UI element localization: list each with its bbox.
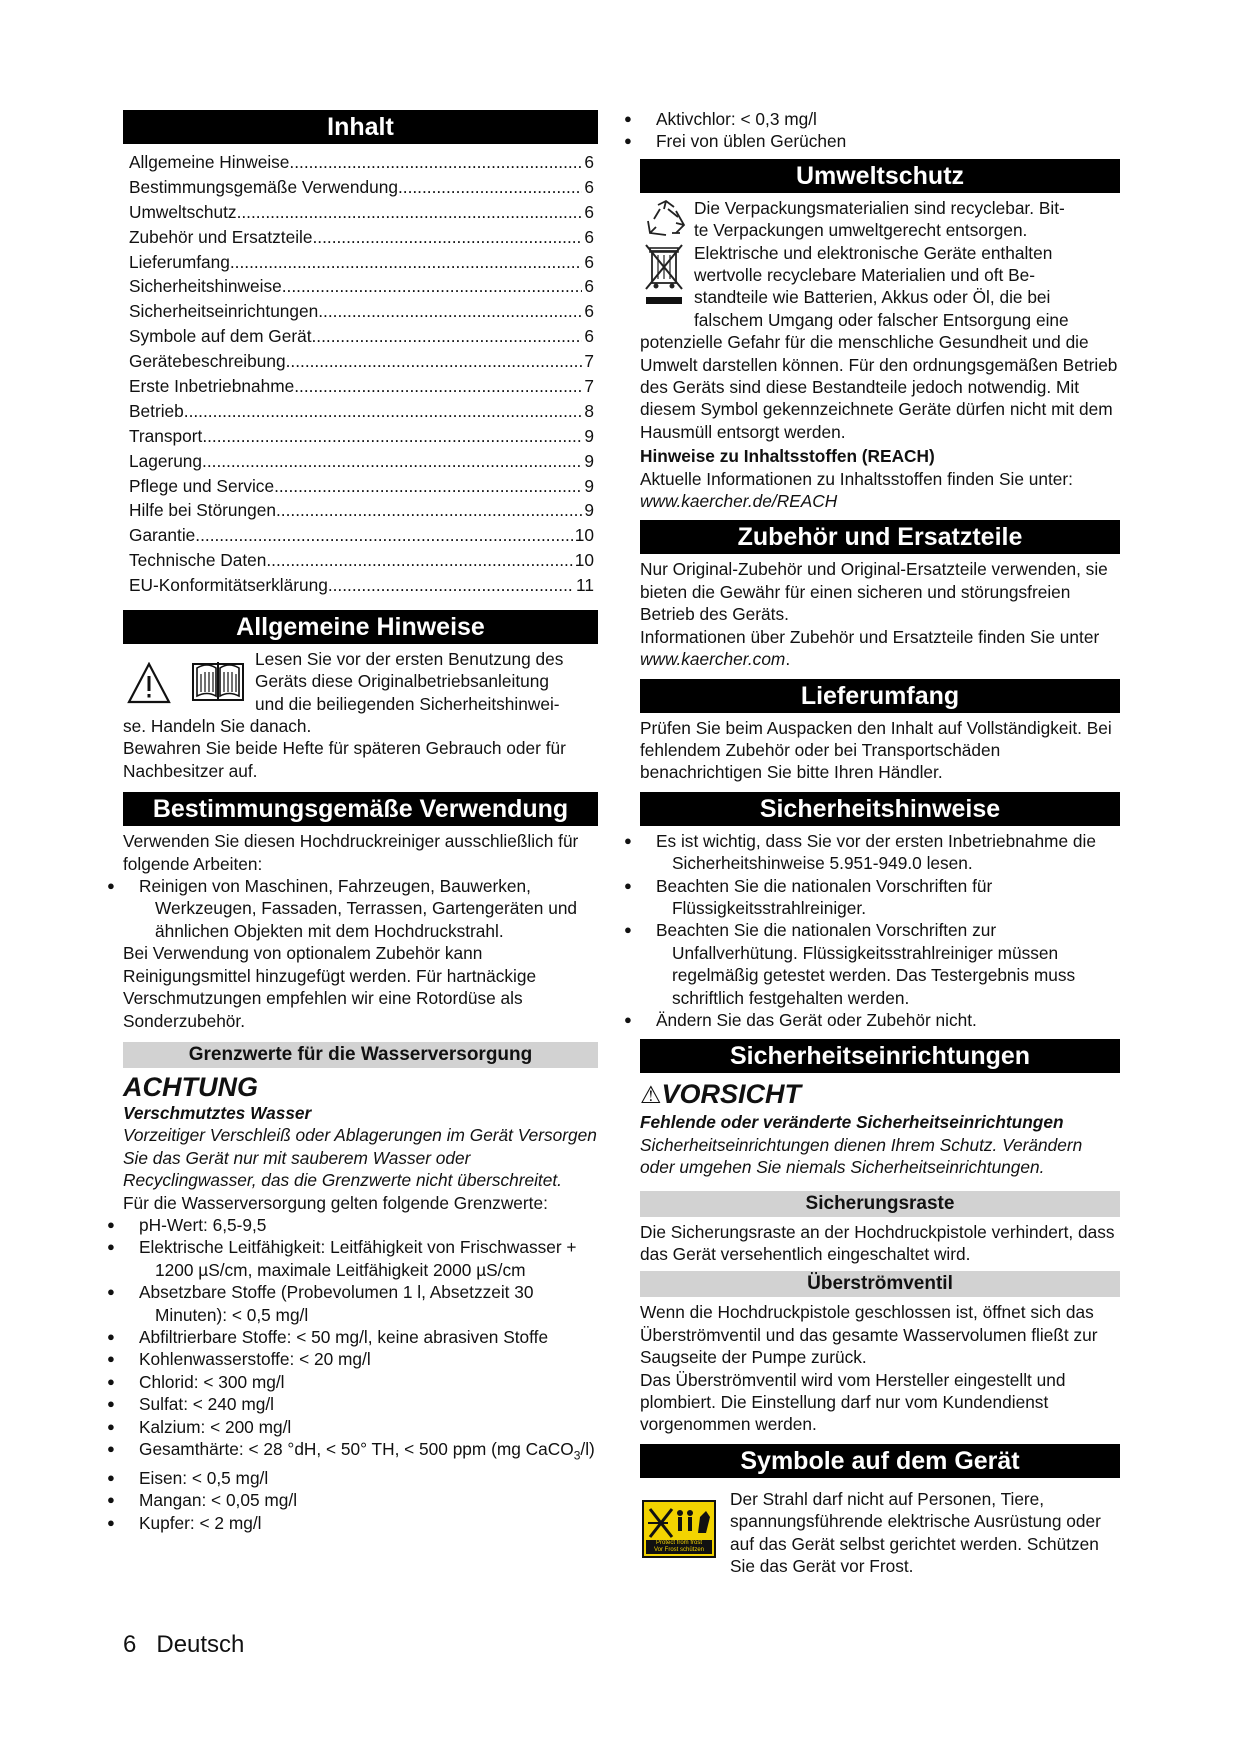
list-item: ● Ändern Sie das Gerät oder Zubehör nicht. xyxy=(640,1009,1120,1031)
list-item xyxy=(123,1438,598,1467)
right-column xyxy=(640,106,1120,1592)
toc-entry-page: 7 xyxy=(584,376,594,397)
bullet-list xyxy=(123,875,598,942)
list-item: ● Beachten Sie die nationalen Vorschriften zur Unfallverhütung. Flüssigkeitsstrahlreiniger müssen regelmäßig getestet werden. Das Testergebnis muss schriftlich festgehalten werden. xyxy=(640,919,1120,1009)
list-item: ● Reinigen von Maschinen, Fahrzeugen, Bauwerken, Werkzeugen, Fassaden, Terrassen, Gartengeräten und ähnlichen Objekten mit dem Hochdruckstrahl. xyxy=(123,875,598,942)
limit-values-list-continued xyxy=(640,108,1120,153)
warning-text: Vorzeitiger Verschleiß oder Ablagerungen im Gerät Versorgen Sie das Gerät nur mit sauberem Wasser oder Recyclingwasser, das die Grenzwerte nicht überschreitet. xyxy=(123,1125,597,1191)
paragraph: Prüfen Sie beim Auspacken den Inhalt auf Vollständigkeit. Bei fehlendem Zubehör oder bei Transportschäden benachrichtigen Sie bitte Ihren Händler. xyxy=(640,717,1112,783)
warning-triangle-icon xyxy=(127,662,171,704)
toc-entry-title: Zubehör und Ersatzteile xyxy=(129,226,313,247)
table-of-contents xyxy=(123,150,598,598)
toc-entry[interactable] xyxy=(123,498,598,523)
page-number: 6 xyxy=(123,1631,137,1658)
toc-entry[interactable] xyxy=(123,250,598,275)
toc-entry-title: Hilfe bei Störungen xyxy=(129,500,276,521)
toc-entry-page: 7 xyxy=(584,351,594,372)
paragraph: te Verpackungen umweltgerecht entsorgen. xyxy=(694,220,1028,241)
umweltschutz-body xyxy=(640,197,1120,513)
kaercher-link[interactable]: www.kaercher.com xyxy=(640,649,786,670)
paragraph: falschem Umgang oder falscher Entsorgung eine xyxy=(694,309,1069,330)
toc-entry-title: Lagerung xyxy=(129,450,203,471)
paragraph: Nur Original-Zubehör und Original-Ersatzteile verwenden, sie bieten die Gewähr für einen sicheren und störungsfreien Betrieb des Geräts. xyxy=(640,559,1108,625)
toc-entry-page: 6 xyxy=(584,276,594,297)
period: . xyxy=(785,649,791,670)
toc-entry-page: 6 xyxy=(584,251,594,272)
paragraph: Das Überströmventil wird vom Hersteller eingestellt und plombiert. Die Einstellung darf nur vom Kundendienst vorgenommen werden. xyxy=(640,1369,1066,1435)
paragraph: Verwenden Sie diesen Hochdruckreiniger ausschließlich für folgende Arbeiten: xyxy=(123,831,579,874)
toc-entry-page: 6 xyxy=(584,152,594,172)
toc-entry-page: 9 xyxy=(584,425,594,446)
toc-entry[interactable] xyxy=(123,150,598,175)
list-item: ● Aktivchlor: < 0,3 mg/l xyxy=(640,108,1120,130)
safety-notes-list xyxy=(640,830,1120,1032)
subscript-three: 3 xyxy=(573,1448,581,1463)
paragraph: Elektrische und elektronische Geräte enthalten xyxy=(694,242,1053,263)
toc-entry-title: Umweltschutz xyxy=(129,201,237,222)
paragraph: standteile wie Batterien, Akkus oder Öl, die bei xyxy=(694,287,1051,308)
toc-entry-page: 6 xyxy=(584,301,594,322)
paragraph: Lesen Sie vor der ersten Benutzung des xyxy=(255,649,564,670)
section-heading-lieferumfang: Lieferumfang xyxy=(640,679,1120,713)
toc-entry-title: Sicherheitshinweise xyxy=(129,276,282,297)
toc-entry[interactable] xyxy=(123,449,598,474)
limit-values-list xyxy=(123,1214,598,1534)
zubehoer-body xyxy=(640,558,1120,670)
toc-entry-page: 6 xyxy=(584,326,594,347)
toc-entry-page: 10 xyxy=(574,525,594,546)
manual-book-icon xyxy=(189,658,247,704)
no-spray-warning-label xyxy=(642,1500,716,1558)
toc-entry[interactable] xyxy=(123,399,598,424)
toc-entry-page: 6 xyxy=(584,176,594,197)
toc-entry[interactable] xyxy=(123,424,598,449)
allgemeine-hinweise-body xyxy=(123,648,598,782)
list-item: ● pH-Wert: 6,5-9,5 xyxy=(123,1214,598,1236)
paragraph: Geräts diese Originalbetriebsanleitung xyxy=(255,671,549,692)
toc-entry-title: Transport xyxy=(129,425,203,446)
list-item: ● Kohlenwasserstoffe: < 20 mg/l xyxy=(123,1348,598,1370)
hardness-text: Gesamthärte: < 28 °dH, < 50° TH, < 500 ppm (mg CaCO xyxy=(139,1439,574,1459)
caution-subtitle: Fehlende oder veränderte Sicherheitseinrichtungen xyxy=(640,1112,1064,1133)
toc-entry[interactable] xyxy=(123,474,598,499)
recycling-icon xyxy=(644,199,688,239)
section-heading-umweltschutz: Umweltschutz xyxy=(640,159,1120,193)
section-heading-sicherheitshinweise: Sicherheitshinweise xyxy=(640,792,1120,826)
toc-entry-title: Sicherheitseinrichtungen xyxy=(129,301,319,322)
toc-entry-title: Pflege und Service xyxy=(129,475,275,496)
paragraph: wertvolle recyclebare Materialien und oft Be- xyxy=(694,265,1035,286)
list-item: ● Kupfer: < 2 mg/l xyxy=(123,1512,598,1534)
reach-link[interactable]: www.kaercher.de/REACH xyxy=(640,491,838,512)
section-heading-symbole: Symbole auf dem Gerät xyxy=(640,1444,1120,1478)
toc-entry[interactable] xyxy=(123,349,598,374)
label-line: Vor Frost schützen xyxy=(653,1546,705,1553)
label-line: Protect from frost xyxy=(655,1539,702,1546)
zubehoer-text: Informationen über Zubehör und Ersatzteile finden Sie unter xyxy=(640,626,1100,647)
grenzwerte-body xyxy=(123,1072,598,1534)
list-item: ● Frei von üblen Gerüchen xyxy=(640,130,1120,152)
section-heading-bestimmungsgemaesse-verwendung: Bestimmungsgemäße Verwendung xyxy=(123,792,598,826)
paragraph: Bewahren Sie beide Hefte für späteren Gebrauch oder für Nachbesitzer auf. xyxy=(123,738,566,781)
toc-entry-title: Lieferumfang xyxy=(129,251,230,272)
subsection-heading-grenzwerte: Grenzwerte für die Wasserversorgung xyxy=(123,1042,598,1068)
list-item: ● Absetzbare Stoffe (Probevolumen 1 l, Absetzzeit 30 Minuten): < 0,5 mg/l xyxy=(123,1281,598,1326)
verwendung-body xyxy=(123,830,598,1032)
paragraph: Die Sicherungsraste an der Hochdruckpistole verhindert, dass das Gerät versehentlich eingeschaltet wird. xyxy=(640,1221,1115,1264)
toc-entry[interactable] xyxy=(123,548,598,573)
frost-label-text xyxy=(646,1540,712,1554)
toc-entry[interactable] xyxy=(123,523,598,548)
toc-entry-title: Gerätebeschreibung xyxy=(129,351,286,372)
no-spray-icon xyxy=(644,1503,714,1543)
lieferumfang-body xyxy=(640,717,1120,784)
hardness-unit-end: /l) xyxy=(580,1439,595,1459)
paragraph: Der Strahl darf nicht auf Personen, Tiere, spannungsführende elektrische Ausrüstung oder auf das Gerät selbst gerichtet werden. Schützen Sie das Gerät vor Frost. xyxy=(730,1488,1101,1577)
left-column xyxy=(123,106,598,1534)
list-item: ● Kalzium: < 200 mg/l xyxy=(123,1416,598,1438)
list-item: ● Beachten Sie die nationalen Vorschriften für Flüssigkeitsstrahlreiniger. xyxy=(640,875,1120,920)
paragraph: Bei Verwendung von optionalem Zubehör kann Reinigungsmittel hinzugefügt werden. Für hartnäckige Verschmutzungen empfehlen wir eine Rotordüse als Sonderzubehör. xyxy=(123,943,537,1031)
list-item: ● Eisen: < 0,5 mg/l xyxy=(123,1467,598,1489)
toc-entry[interactable] xyxy=(123,299,598,324)
subsection-heading-ueberstroemventil: Überströmventil xyxy=(640,1271,1120,1297)
list-item: ● Elektrische Leitfähigkeit: Leitfähigkeit von Frischwasser + 1200 µS/cm, maximale Leitfähigkeit 2000 µS/cm xyxy=(123,1236,598,1281)
toc-heading: Inhalt xyxy=(123,110,598,144)
toc-entry[interactable] xyxy=(123,274,598,299)
toc-entry-page: 9 xyxy=(584,450,594,471)
list-item: ● Mangan: < 0,05 mg/l xyxy=(123,1489,598,1511)
toc-entry-title: EU-Konformitätserklärung xyxy=(129,575,328,596)
toc-entry-page: 11 xyxy=(576,575,594,596)
list-item: ● Sulfat: < 240 mg/l xyxy=(123,1393,598,1415)
footer-language: Deutsch xyxy=(156,1631,245,1658)
toc-entry-page: 6 xyxy=(584,201,594,222)
list-item: ● Es ist wichtig, dass Sie vor der ersten Inbetriebnahme die Sicherheitshinweise 5.951-949.0 lesen. xyxy=(640,830,1120,875)
symbole-body xyxy=(640,1488,1120,1592)
page-footer xyxy=(123,1630,264,1660)
warning-subtitle: Verschmutztes Wasser xyxy=(123,1102,312,1123)
toc-entry-title: Garantie xyxy=(129,525,196,546)
toc-entry[interactable] xyxy=(123,324,598,349)
toc-entry-title: Bestimmungsgemäße Verwendung xyxy=(129,176,398,197)
toc-entry[interactable] xyxy=(123,374,598,399)
sicherheitseinrichtungen-body xyxy=(640,1079,1120,1435)
section-heading-zubehoer: Zubehör und Ersatzteile xyxy=(640,520,1120,554)
subsection-heading-sicherungsraste: Sicherungsraste xyxy=(640,1191,1120,1217)
caution-triangle-icon: ⚠ xyxy=(640,1082,662,1110)
paragraph xyxy=(640,468,1120,513)
toc-entry-page: 10 xyxy=(574,550,594,571)
paragraph: Die Verpackungsmaterialien sind recyclebar. Bit- xyxy=(694,197,1065,218)
toc-entry-title: Technische Daten xyxy=(129,550,267,571)
paragraph xyxy=(640,626,1120,671)
list-item: ● Chlorid: < 300 mg/l xyxy=(123,1371,598,1393)
toc-entry-page: 9 xyxy=(584,500,594,521)
toc-entry-title: Allgemeine Hinweise xyxy=(129,152,290,172)
paragraph: se. Handeln Sie danach. xyxy=(123,716,312,737)
section-heading-sicherheitseinrichtungen: Sicherheitseinrichtungen xyxy=(640,1039,1120,1073)
toc-entry-page: 8 xyxy=(584,400,594,421)
list-item: ● Abfiltrierbare Stoffe: < 50 mg/l, keine abrasiven Stoffe xyxy=(123,1326,598,1348)
reach-text: Aktuelle Informationen zu Inhaltsstoffen finden Sie unter: xyxy=(640,468,1073,489)
reach-title: Hinweise zu Inhaltsstoffen (REACH) xyxy=(640,446,935,467)
caution-title-text: VORSICHT xyxy=(661,1079,802,1110)
toc-entry[interactable] xyxy=(123,573,598,598)
toc-entry-title: Betrieb xyxy=(129,400,184,421)
paragraph: Für die Wasserversorgung gelten folgende Grenzwerte: xyxy=(123,1192,548,1213)
toc-entry-title: Erste Inbetriebnahme xyxy=(129,376,295,397)
toc-entry-page: 9 xyxy=(584,475,594,496)
paragraph: Wenn die Hochdruckpistole geschlossen ist, öffnet sich das Überströmventil und das gesamte Wasservolumen fließt zur Saugseite der Pumpe zurück. xyxy=(640,1302,1098,1368)
caution-title xyxy=(640,1079,1120,1111)
toc-entry[interactable] xyxy=(123,225,598,250)
paragraph: und die beiliegenden Sicherheitshinwei- xyxy=(255,693,560,714)
section-heading-allgemeine-hinweise: Allgemeine Hinweise xyxy=(123,610,598,644)
crossed-bin-icon xyxy=(644,243,684,307)
toc-entry[interactable] xyxy=(123,175,598,200)
toc-entry[interactable] xyxy=(123,200,598,225)
toc-entry-page: 6 xyxy=(584,226,594,247)
warning-title: ACHTUNG xyxy=(123,1071,258,1102)
toc-entry-title: Symbole auf dem Gerät xyxy=(129,326,312,347)
caution-text: Sicherheitseinrichtungen dienen Ihrem Schutz. Verändern oder umgehen Sie niemals Sicherheitseinrichtungen. xyxy=(640,1134,1083,1178)
paragraph: potenzielle Gefahr für die menschliche Gesundheit und die Umwelt darstellen können. Für den ordnungsgemäßen Betrieb des Geräts sind diese Bestandteile jedoch notwendig. Mit diesem Symbol gekennzeichnete Geräte dürfen nicht mit dem Hausmüll entsorgt werden. xyxy=(640,332,1118,442)
